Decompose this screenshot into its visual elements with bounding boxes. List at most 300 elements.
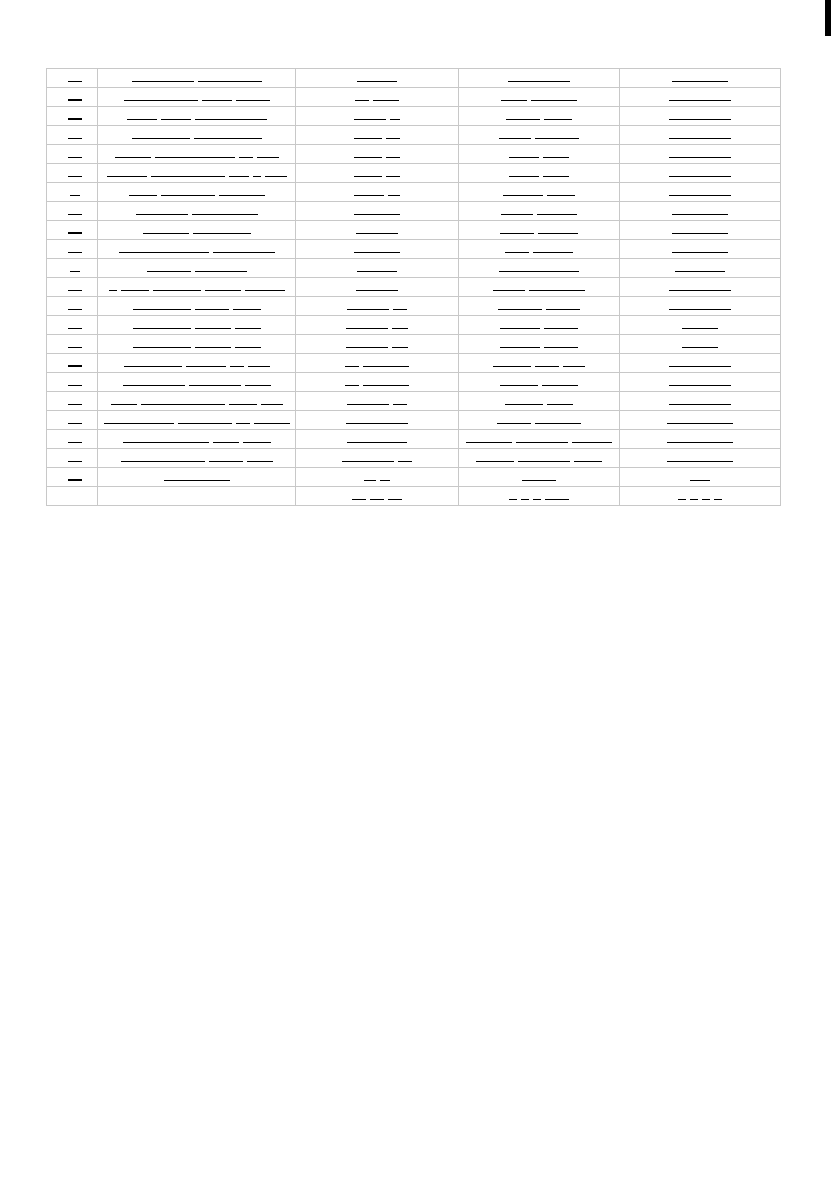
table-row [47,411,781,430]
table-row [47,487,781,506]
redaction-bar [68,328,82,330]
redacted-text [347,390,407,408]
redaction-bar [386,138,400,140]
table-cell [47,278,98,297]
table-row [47,259,781,278]
redacted-text [669,295,731,313]
redacted-text [505,390,573,408]
redaction-bar [68,157,82,159]
table-cell [619,88,780,107]
redaction-bar [265,176,287,178]
table-cell [98,126,296,145]
redaction-bar [133,309,191,311]
redaction-bar [342,461,394,463]
redaction-bar [393,309,407,311]
table-cell [296,449,458,468]
redaction-bar [347,309,389,311]
redacted-text [62,276,82,294]
table-cell [98,487,296,506]
table-cell [458,240,619,259]
redacted-text [62,238,82,256]
redaction-bar [672,81,728,83]
redacted-text [501,86,577,104]
table-cell [458,202,619,221]
redaction-bar [506,119,540,121]
table-cell [296,297,458,316]
redaction-bar [245,290,285,292]
redaction-bar [386,176,400,178]
redacted-text [345,371,409,389]
redacted-text [678,485,722,503]
redaction-bar [143,233,189,235]
table-cell [47,145,98,164]
redaction-bar [68,423,82,425]
redacted-text [124,86,270,104]
table-cell [619,183,780,202]
table-cell [296,221,458,240]
data-table [46,68,781,506]
redaction-bar [70,195,80,197]
redaction-bar [70,271,80,273]
table-row [47,164,781,183]
table-cell [98,221,296,240]
redaction-bar [669,138,731,140]
redaction-bar [121,461,205,463]
redaction-bar [164,480,230,482]
redaction-bar [68,365,82,367]
redaction-bar [398,461,412,463]
redaction-bar [68,347,82,349]
table-cell [47,69,98,88]
table-cell [47,487,98,506]
redacted-text [62,428,82,446]
redacted-text [347,295,407,313]
redacted-text [133,295,261,313]
table-cell [296,392,458,411]
redaction-bar [690,480,710,482]
redaction-bar [543,157,569,159]
redacted-text [62,200,82,218]
table-cell [47,88,98,107]
redacted-text [669,86,731,104]
redaction-bar [669,119,731,121]
redaction-bar [501,100,527,102]
redaction-bar [357,81,397,83]
table-cell [98,430,296,449]
table-cell [619,164,780,183]
redaction-bar [243,442,271,444]
redaction-bar [236,423,250,425]
table-row [47,297,781,316]
redacted-text [357,257,397,275]
redacted-text [497,409,581,427]
table-body [47,69,781,506]
redacted-text [62,352,82,370]
redacted-text [364,466,390,484]
redaction-bar [178,423,232,425]
table-row [47,373,781,392]
redaction-bar [68,99,82,101]
redaction-bar [133,347,191,349]
redacted-text [493,352,585,370]
table-row [47,107,781,126]
redaction-bar [535,138,579,140]
redaction-bar [672,252,728,254]
table-cell [458,278,619,297]
table-cell [47,183,98,202]
redaction-bar [254,423,290,425]
redacted-text [354,238,400,256]
table-cell [458,430,619,449]
redaction-bar [345,385,359,387]
table-row [47,430,781,449]
redacted-text [62,86,82,104]
redaction-bar [347,442,407,444]
redacted-text [500,333,578,351]
table-cell [296,164,458,183]
redaction-bar [509,499,517,501]
table-cell [47,430,98,449]
redaction-bar [545,499,569,501]
redaction-bar [123,385,185,387]
table-cell [458,221,619,240]
redaction-bar [107,176,147,178]
redaction-bar [535,366,559,368]
redaction-bar [354,252,400,254]
redaction-bar [68,442,82,444]
redaction-bar [544,347,578,349]
redaction-bar [544,328,578,330]
table-cell [619,297,780,316]
table-cell [296,259,458,278]
redaction-bar [247,461,273,463]
redaction-bar [572,442,612,444]
redaction-bar [669,195,731,197]
redaction-bar [501,214,533,216]
redacted-text [669,276,731,294]
redaction-bar [392,347,408,349]
redacted-text [672,200,728,218]
table-cell [98,259,296,278]
redacted-text [109,276,285,294]
redaction-bar [354,195,384,197]
redaction-bar [229,404,257,406]
redacted-text [124,352,270,370]
redaction-bar [672,233,728,235]
table-cell [619,354,780,373]
table-cell [458,335,619,354]
table-cell [98,449,296,468]
redaction-bar [669,366,731,368]
table-cell [619,373,780,392]
redacted-text [115,143,279,161]
redaction-bar [147,271,191,273]
table-cell [296,373,458,392]
redacted-text [355,86,399,104]
redaction-bar [153,290,201,292]
redaction-bar [714,499,722,501]
redaction-bar [364,480,376,482]
redaction-bar [195,328,231,330]
table-cell [98,69,296,88]
table-cell [619,335,780,354]
table-cell [47,411,98,430]
redacted-text [62,390,82,408]
redaction-bar [543,176,569,178]
redaction-bar [133,328,191,330]
redaction-bar [667,461,733,463]
redaction-bar [544,119,572,121]
redaction-bar [373,100,399,102]
redaction-bar [392,328,408,330]
table-row [47,316,781,335]
redaction-bar [192,214,258,216]
table-row [47,221,781,240]
redaction-bar [547,404,573,406]
redacted-text [62,314,82,332]
table-cell [296,316,458,335]
table-cell [619,259,780,278]
redaction-bar [186,366,226,368]
table-row [47,126,781,145]
table-cell [47,392,98,411]
table-cell [98,278,296,297]
redacted-text [354,124,400,142]
table-cell [98,183,296,202]
redacted-text [121,447,273,465]
table-cell [98,335,296,354]
redaction-bar [503,195,543,197]
redacted-text [62,124,82,142]
redaction-bar [563,366,585,368]
redaction-bar [109,290,117,292]
redacted-text [466,428,612,446]
table-cell [98,88,296,107]
redacted-text [682,333,718,351]
table-cell [296,126,458,145]
table-row [47,335,781,354]
redaction-bar [672,214,728,216]
redaction-bar [388,195,400,197]
redaction-bar [493,366,531,368]
redaction-bar [235,328,261,330]
table-cell [47,126,98,145]
table-row [47,183,781,202]
redaction-bar [68,81,82,83]
table-cell [619,202,780,221]
redaction-bar [500,233,534,235]
table-cell [619,126,780,145]
redaction-bar [669,404,731,406]
redaction-bar [529,290,585,292]
redacted-text [354,162,400,180]
table-cell [98,468,296,487]
redaction-bar [115,157,151,159]
redaction-bar [499,138,531,140]
redacted-text [62,219,82,237]
redaction-bar [119,252,209,254]
table-cell [47,354,98,373]
redaction-bar [233,309,261,311]
redacted-text [62,143,82,161]
table-cell [619,316,780,335]
redaction-bar [682,347,718,349]
redacted-text [342,447,412,465]
redacted-text [500,219,578,237]
table-cell [296,69,458,88]
redaction-bar [205,290,241,292]
redacted-text [123,371,271,389]
redaction-bar [111,404,137,406]
table-cell [458,392,619,411]
redacted-text [503,181,575,199]
redaction-bar [346,347,388,349]
redacted-text [147,257,247,275]
redaction-bar [357,271,397,273]
redacted-text [164,466,230,484]
redaction-bar [667,442,733,444]
redaction-bar [68,232,82,234]
redaction-bar [127,119,157,121]
table-cell [458,88,619,107]
table-cell [619,107,780,126]
table-cell [296,202,458,221]
redacted-text [64,181,80,199]
redaction-bar [363,366,409,368]
table-row [47,88,781,107]
redaction-bar [354,157,382,159]
redacted-text [346,333,408,351]
redacted-text [133,314,261,332]
redacted-text [64,257,80,275]
table-cell [458,373,619,392]
table-cell [296,354,458,373]
redacted-text [123,428,271,446]
page-corner-mark [825,0,831,36]
redaction-bar [352,499,366,501]
table-cell [98,202,296,221]
redaction-bar [675,271,725,273]
table-cell [296,487,458,506]
redaction-bar [669,100,731,102]
redaction-bar [189,385,241,387]
redaction-bar [68,290,82,292]
table-cell [458,107,619,126]
redaction-bar [499,271,579,273]
redaction-bar [253,176,261,178]
redacted-text [62,409,82,427]
redaction-bar [229,176,249,178]
redaction-bar [68,461,82,463]
redaction-bar [533,252,573,254]
table-cell [296,430,458,449]
redaction-bar [129,195,157,197]
redaction-bar [68,309,82,311]
redaction-bar [68,404,82,406]
table-cell [458,354,619,373]
redacted-text [346,314,408,332]
redaction-bar [161,195,215,197]
redaction-bar [476,461,514,463]
redaction-bar [354,138,382,140]
redaction-bar [518,461,570,463]
redaction-bar [531,100,577,102]
redaction-bar [542,385,578,387]
table-cell [98,373,296,392]
redaction-bar [213,442,239,444]
redaction-bar [505,404,543,406]
table-row [47,69,781,88]
redaction-bar [678,499,686,501]
redaction-bar [194,138,262,140]
table-cell [458,297,619,316]
table-cell [47,297,98,316]
redaction-bar [669,385,731,387]
redacted-text [667,409,733,427]
redacted-text [354,105,400,123]
redaction-bar [500,385,538,387]
table-cell [47,240,98,259]
redaction-bar [104,423,174,425]
table-cell [458,487,619,506]
redaction-bar [388,499,402,501]
redaction-bar [667,423,733,425]
table-cell [458,145,619,164]
redacted-text [119,238,275,256]
redacted-text [509,485,569,503]
table-cell [296,107,458,126]
redacted-text [690,466,710,484]
redaction-bar [213,252,275,254]
table-cell [98,316,296,335]
redacted-text [509,162,569,180]
redacted-text [672,219,728,237]
redacted-text [69,482,75,500]
table-cell [296,183,458,202]
redaction-bar [574,461,602,463]
table-cell [98,392,296,411]
table-row [47,240,781,259]
redaction-bar [546,309,580,311]
redacted-text [127,105,267,123]
redaction-bar [141,404,225,406]
redaction-bar [124,366,182,368]
redacted-text [667,447,733,465]
table-cell [619,392,780,411]
redaction-bar [346,423,408,425]
redacted-text [667,428,733,446]
redacted-text [499,124,579,142]
table-cell [296,278,458,297]
redaction-bar [236,100,270,102]
table-cell [98,107,296,126]
redaction-bar [195,271,247,273]
redaction-bar [669,176,731,178]
redaction-bar [195,309,229,311]
table-cell [619,278,780,297]
redacted-text [356,276,398,294]
redacted-text [493,276,585,294]
redacted-text [136,200,258,218]
table-cell [47,202,98,221]
redaction-bar [363,385,409,387]
redaction-bar [669,290,731,292]
table-row [47,354,781,373]
redaction-bar [354,214,400,216]
table-cell [458,449,619,468]
table-cell [619,145,780,164]
redaction-bar [345,366,359,368]
